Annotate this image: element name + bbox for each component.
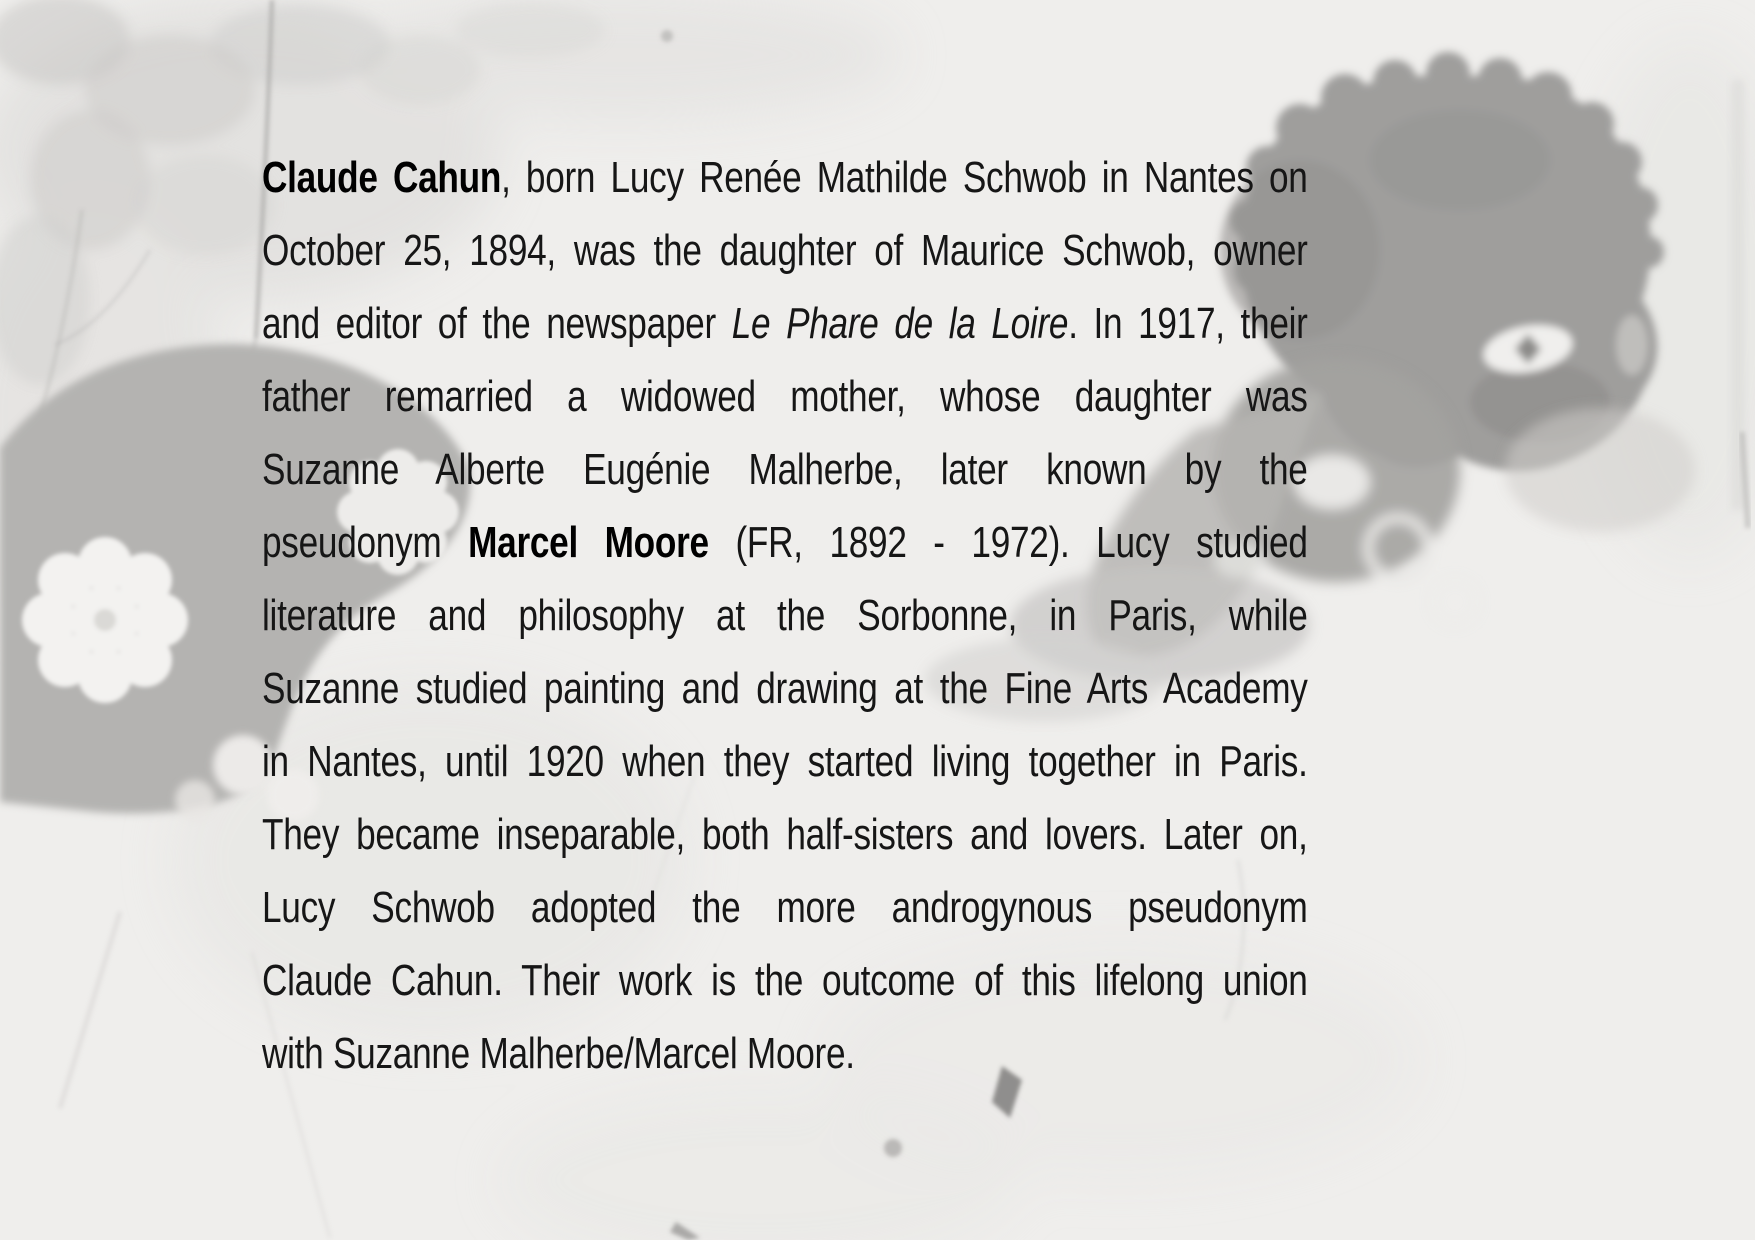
bio-run-regular: Suzanne studied painting and drawing at the Fine Arts Academy	[262, 664, 1308, 713]
bio-line	[262, 433, 1308, 506]
bio-run-regular: They became inseparable, both half-sisters and lovers. Later on,	[262, 810, 1308, 859]
bio-run-regular: , born Lucy Renée Mathilde Schwob in Nantes on	[501, 153, 1308, 202]
bio-run-regular: with Suzanne Malherbe/Marcel Moore.	[262, 1029, 855, 1078]
bio-run-regular: October 25, 1894, was the daughter of Maurice Schwob, owner	[262, 226, 1308, 275]
bio-run-regular: and editor of the newspaper	[262, 299, 732, 348]
bio-run-regular: Lucy Schwob adopted the more androgynous pseudonym	[262, 883, 1308, 932]
bio-line	[262, 652, 1308, 725]
bio-run-regular: Claude Cahun. Their work is the outcome of this lifelong union	[262, 956, 1308, 1005]
bio-line	[262, 287, 1308, 360]
bio-run-regular: literature and philosophy at the Sorbonne, in Paris, while	[262, 591, 1308, 640]
bio-line	[262, 214, 1308, 287]
bio-run-italic: Le Phare de la Loire	[731, 299, 1069, 348]
bio-run-bold: Claude Cahun	[262, 153, 502, 202]
bio-run-regular: father remarried a widowed mother, whose daughter was	[262, 372, 1308, 421]
bio-run-regular: (FR, 1892 - 1972). Lucy studied	[708, 518, 1308, 567]
bio-run-regular: in Nantes, until 1920 when they started living together in Paris.	[262, 737, 1308, 786]
bio-line	[262, 871, 1308, 944]
bio-line	[262, 506, 1308, 579]
bio-run-bold: Marcel Moore	[468, 518, 709, 567]
bio-run-regular: . In 1917, their	[1068, 299, 1308, 348]
bio-line	[262, 798, 1308, 871]
bio-line	[262, 725, 1308, 798]
bio-paragraph	[262, 141, 1308, 1090]
bio-line	[262, 579, 1308, 652]
bio-line	[262, 141, 1308, 214]
bio-line	[262, 944, 1308, 1017]
bio-line	[262, 360, 1308, 433]
bio-line	[262, 1017, 1308, 1090]
flower-shape-left	[22, 537, 188, 703]
bio-run-regular: pseudonym	[262, 518, 469, 567]
bio-run-regular: Suzanne Alberte Eugénie Malherbe, later known by the	[262, 445, 1308, 494]
